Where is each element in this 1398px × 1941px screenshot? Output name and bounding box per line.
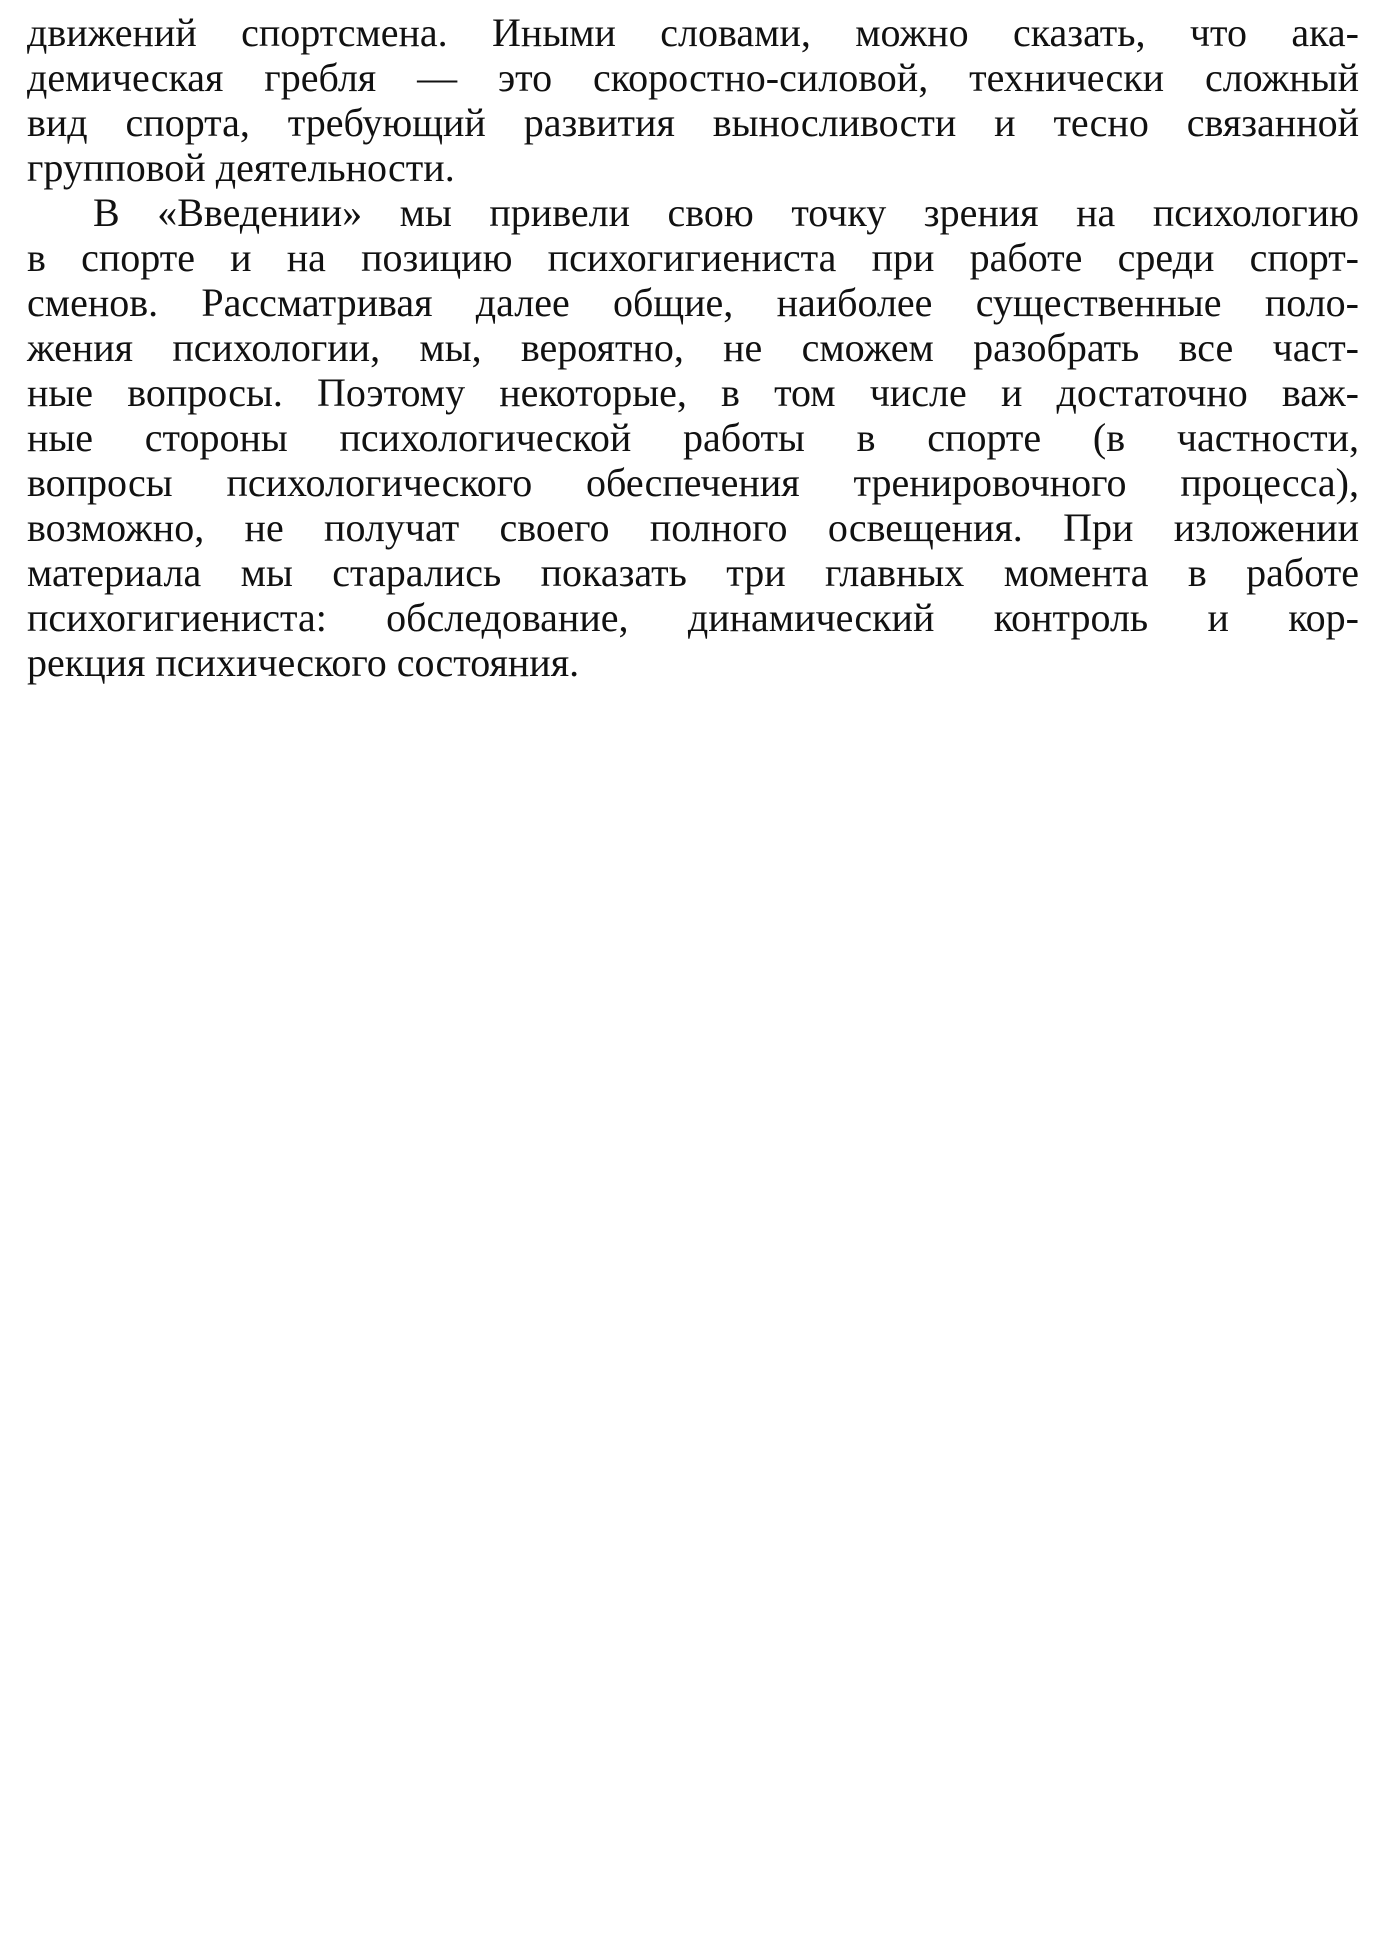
- text-line: вид спорта, требующий развития выносливости и тесно связанной: [27, 100, 1359, 145]
- text-line: демическая гребля — это скоростно-силовой, технически сложный: [27, 55, 1359, 100]
- paragraph-2: [27, 190, 1359, 685]
- text-line: вопросы психологического обеспечения тренировочного процесса),: [27, 460, 1359, 505]
- text-line: групповой деятельности.: [27, 145, 455, 190]
- text-line: жения психологии, мы, вероятно, не сможем разобрать все част-: [27, 325, 1359, 370]
- text-line: материала мы старались показать три главных момента в работе: [27, 550, 1359, 595]
- text-line: психогигиениста: обследование, динамический контроль и кор-: [27, 595, 1359, 640]
- text-line: в спорте и на позицию психогигиениста при работе среди спорт-: [27, 235, 1359, 280]
- text-line: ные стороны психологической работы в спорте (в частности,: [27, 415, 1359, 460]
- text-line: сменов. Рассматривая далее общие, наиболее существенные поло-: [27, 280, 1359, 325]
- body-text: [27, 10, 1359, 685]
- text-line: возможно, не получат своего полного освещения. При изложении: [27, 505, 1359, 550]
- text-line: В «Введении» мы привели свою точку зрения на психологию: [93, 190, 1359, 235]
- text-line: движений спортсмена. Иными словами, можно сказать, что ака-: [27, 10, 1359, 55]
- text-line: ные вопросы. Поэтому некоторые, в том числе и достаточно важ-: [27, 370, 1359, 415]
- text-line: рекция психического состояния.: [27, 640, 580, 685]
- paragraph-1: [27, 10, 1359, 190]
